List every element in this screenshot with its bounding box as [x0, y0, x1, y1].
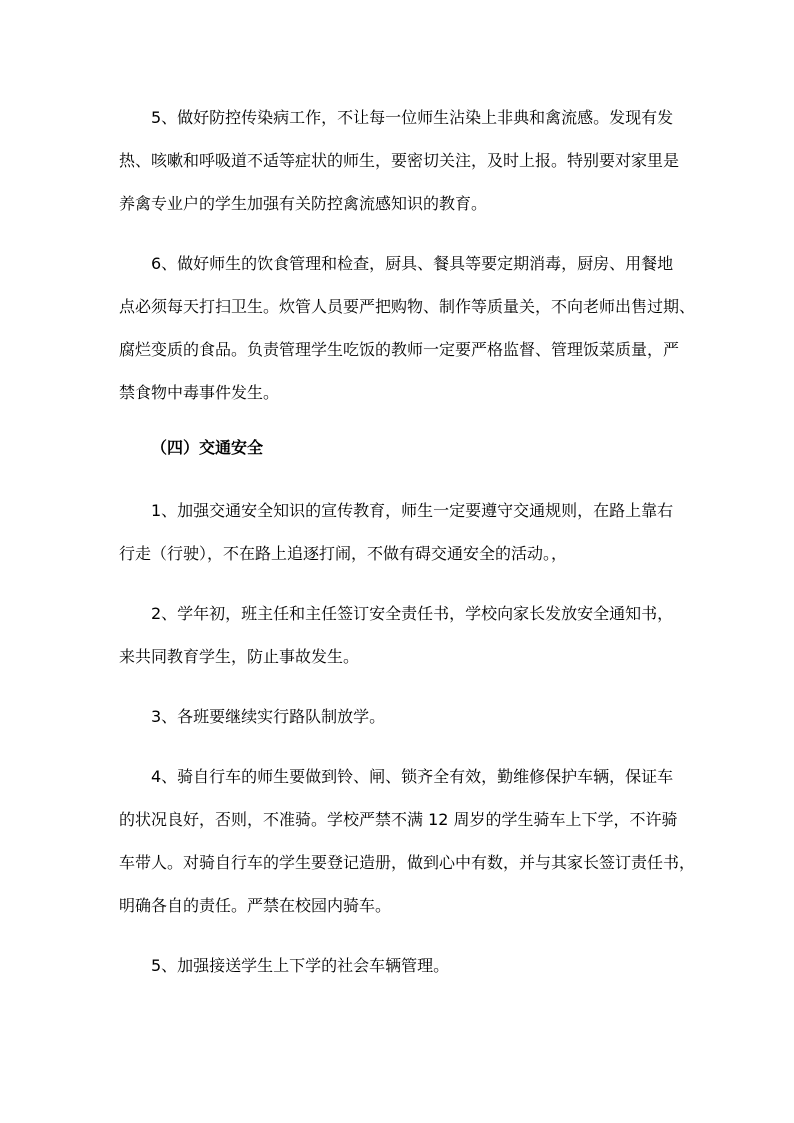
paragraph-6-line-3: 腐烂变质的食品。负责管理学生吃饭的教师一定要严格监督、管理饭菜质量，严 — [119, 340, 680, 359]
traffic-item-4-line-4: 明确各自的责任。严禁在校园内骑车。 — [119, 896, 392, 915]
traffic-item-2-line-2: 来共同教育学生，防止事故发生。 — [119, 647, 360, 666]
section-heading-traffic-safety: （四）交通安全 — [151, 438, 264, 457]
paragraph-5-line-3: 养禽专业户的学生加强有关防控禽流感知识的教育。 — [119, 194, 488, 213]
traffic-item-4-line-3: 车带人。对骑自行车的学生要登记造册，做到心中有数，并与其家长签订责任书， — [119, 853, 696, 872]
traffic-item-4-line-2: 的状况良好，否则，不准骑。学校严禁不满 12 周岁的学生骑车上下学，不许骑 — [119, 810, 678, 829]
traffic-item-5-line-1: 5、加强接送学生上下学的社会车辆管理。 — [151, 956, 450, 975]
paragraph-5-line-2: 热、咳嗽和呼吸道不适等症状的师生，要密切关注，及时上报。特别要对家里是 — [119, 151, 680, 170]
traffic-item-3-line-1: 3、各班要继续实行路队制放学。 — [151, 707, 386, 726]
traffic-item-1-line-2: 行走（行驶），不在路上追逐打闹，不做有碍交通安全的活动。， — [119, 544, 568, 563]
paragraph-5-line-1: 5、做好防控传染病工作，不让每一位师生沾染上非典和禽流感。发现有发 — [151, 108, 674, 127]
traffic-item-1-line-1: 1、加强交通安全知识的宣传教育，师生一定要遵守交通规则，在路上靠右 — [151, 501, 674, 520]
paragraph-6-line-2: 点必须每天打扫卫生。炊管人员要严把购物、制作等质量关，不向老师出售过期、 — [119, 297, 696, 316]
traffic-item-4-line-1: 4、骑自行车的师生要做到铃、闸、锁齐全有效，勤维修保护车辆，保证车 — [151, 767, 674, 786]
traffic-item-2-line-1: 2、学年初，班主任和主任签订安全责任书，学校向家长发放安全通知书， — [151, 604, 674, 623]
paragraph-6-line-4: 禁食物中毒事件发生。 — [119, 383, 280, 402]
paragraph-6-line-1: 6、做好师生的饮食管理和检查，厨具、餐具等要定期消毒，厨房、用餐地 — [151, 254, 674, 273]
